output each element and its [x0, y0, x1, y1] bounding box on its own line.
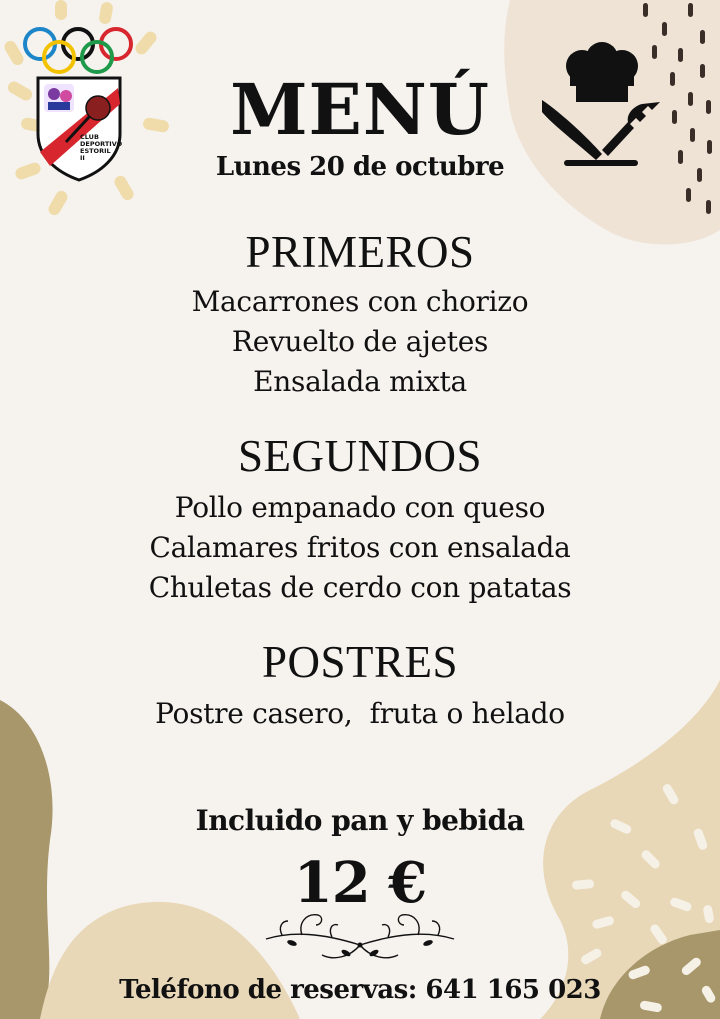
- menu-price: 12 €: [293, 850, 427, 916]
- section-heading-postres: POSTRES: [261, 637, 459, 687]
- crest-text-ii: II: [80, 154, 85, 162]
- reservation-phone: Teléfono de reservas: 641 165 023: [119, 975, 601, 1005]
- included-note: Incluido pan y bebida: [195, 804, 525, 837]
- crest-text-club: CLUB: [80, 133, 99, 141]
- section-list-postres: [0, 694, 720, 734]
- menu-date: Lunes 20 de octubre: [215, 152, 505, 182]
- section-heading-segundos: SEGUNDOS: [237, 431, 483, 481]
- menu-item: Macarrones con chorizo: [191, 285, 529, 318]
- menu-item: Postre casero, fruta o helado: [155, 697, 565, 730]
- crest-text-deportivo: DEPORTIVO: [80, 140, 123, 148]
- menu-item: Pollo empanado con queso: [174, 491, 546, 524]
- menu-item: Chuletas de cerdo con patatas: [148, 571, 572, 604]
- menu-item: Calamares fritos con ensalada: [149, 531, 571, 564]
- section-list-primeros: [0, 282, 720, 402]
- page-title: MENÚ: [230, 68, 490, 151]
- section-list-segundos: [0, 488, 720, 608]
- crest-text-estoril: ESTORIL: [80, 147, 111, 155]
- menu-item: Ensalada mixta: [253, 365, 467, 398]
- ornament-flourish-icon: [262, 905, 458, 965]
- menu-item: Revuelto de ajetes: [231, 325, 489, 358]
- section-heading-primeros: PRIMEROS: [245, 227, 475, 277]
